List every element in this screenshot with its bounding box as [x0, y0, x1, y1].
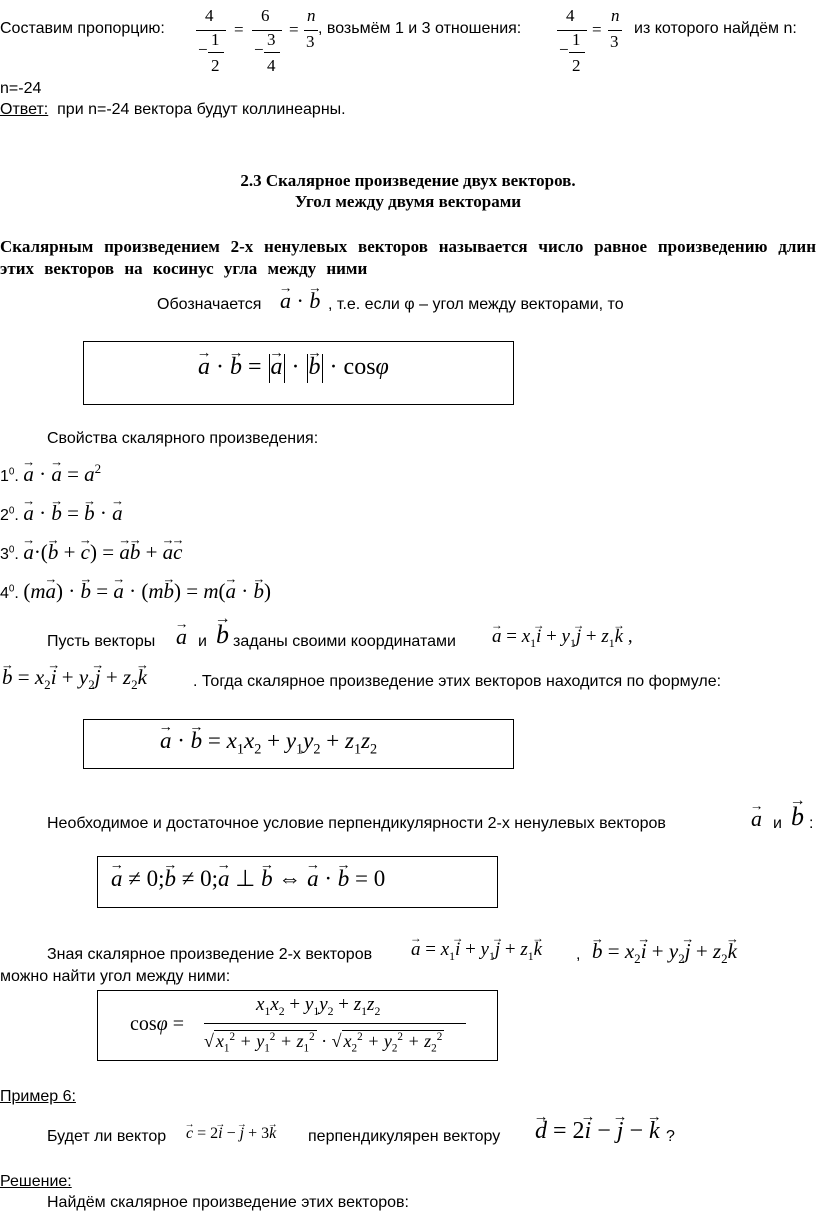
property-4: $4^0$. (m→ a) · → b = → a · (m→ b) = m(→ a · → b) — [0, 579, 271, 604]
vector-b-symbol: → b — [216, 620, 229, 650]
formula-perp: → a ≠ 0;→ b ≠ 0;→ a ⊥ → b ⇔ → a · → b = 0 — [111, 866, 385, 892]
example-question-mid: перпендикулярен вектору — [308, 1128, 501, 1145]
answer-label: Ответ: — [0, 101, 49, 118]
angle-prefix: Зная скалярное произведение 2-х векторов — [47, 946, 373, 963]
example-question-end: ? — [666, 1128, 675, 1145]
angle-comma: , — [576, 946, 581, 963]
vector-d-def: → d = 2→ i − → j − → k — [535, 1118, 660, 1145]
n-value: n=-24 — [0, 80, 42, 97]
frac4-den-top: 1 — [572, 30, 581, 49]
frac4-inner-bar — [569, 52, 585, 53]
vector-a-symbol: → a — [176, 624, 187, 650]
coords-prefix: Пусть векторы — [47, 633, 156, 650]
perp-vector-b: → b — [791, 802, 804, 832]
angle-vector-a: → $a = x_1\to i + y_1\to j + z_1\to k$ — [411, 939, 542, 961]
coords-given: заданы своими координатами — [233, 633, 456, 650]
solution-label: Решение: — [0, 1173, 72, 1190]
property-1-number: 1 — [0, 468, 9, 485]
eq-1: = — [234, 20, 244, 39]
coords-then: . Тогда скалярное произведение этих векторов находится по формуле: — [193, 673, 722, 690]
section-title-2: Угол между двумя векторами — [294, 192, 522, 211]
vector-a-coords: → $a = x_1\to i + y_1\to j + z_1\to k$ , — [492, 626, 633, 648]
frac4-minus: − — [559, 40, 569, 59]
cos-denominator: √ $x_1^2 + y_1^2 + z_1^2$ · √ $x_2^2 + y_2^2 + z_2^2$ — [204, 1031, 443, 1055]
proportion-middle: , возьмём 1 и 3 отношения: — [318, 20, 522, 37]
frac5-denominator: 3 — [610, 32, 619, 51]
property-1: $1^0$. → a · → $a = a^2$ — [0, 462, 101, 487]
frac2-inner-bar — [264, 52, 280, 53]
formula-main: → a · → b = → a · → b · cosφ — [198, 354, 389, 383]
cos-label: cos — [343, 354, 376, 380]
frac1-numerator: 4 — [205, 6, 214, 25]
property-3: $3^0$. → a·(→ b + → c) = → a→ b + → a→ c — [0, 540, 183, 565]
notation-suffix: , т.е. если φ – угол между векторами, то — [328, 296, 624, 313]
frac2-den-bot: 4 — [267, 56, 276, 75]
frac1-minus: − — [198, 40, 208, 59]
frac3-denominator: 3 — [306, 32, 315, 51]
property-4-sup: 0 — [8, 583, 15, 595]
vector-c-def: → c = 2→ i − → j + 3→ k — [186, 1125, 276, 1143]
example-label: Пример 6: — [0, 1088, 76, 1105]
notation-formula: → a · → b — [280, 288, 320, 314]
property-1-sup: 0 — [8, 466, 15, 478]
frac2-den-top: 3 — [267, 30, 276, 49]
proportion-suffix: из которого найдём n: — [634, 20, 797, 37]
properties-title: Свойства скалярного произведения: — [47, 430, 319, 447]
cos-numerator: $x_1x_2 + y_1y_2 + z_1z_2$ — [256, 994, 381, 1018]
perp-prefix: Необходимое и достаточное условие перпендикулярности 2-х ненулевых векторов — [47, 815, 666, 832]
phi-label: φ — [375, 354, 389, 380]
notation-prefix: Обозначается — [157, 296, 262, 313]
perp-vector-a: → a — [751, 806, 762, 832]
perp-and: и — [773, 815, 782, 832]
frac2-minus: − — [254, 40, 264, 59]
perp-colon: : — [809, 815, 814, 832]
answer-line — [0, 101, 346, 119]
coords-and: и — [198, 633, 207, 650]
solution-text: Найдём скалярное произведение этих векторов: — [47, 1194, 409, 1211]
angle-vector-b: → $b = x_2\to i + y_2\to j + z_2\to k$ — [592, 939, 737, 964]
frac1-den-bot: 2 — [211, 56, 220, 75]
property-3-sup: 0 — [8, 544, 15, 556]
frac1-inner-bar — [208, 52, 224, 53]
cos-phi-label: cosφ = — [130, 1013, 185, 1035]
frac2-numerator: 6 — [261, 6, 270, 25]
section-title-1: 2.3 Скалярное произведение двух векторов. — [240, 171, 576, 190]
vector-b-coords: → $b = x_2\to i + y_2\to j + z_2\to k$ — [2, 665, 147, 690]
property-2-number: 2 — [0, 507, 9, 524]
example-question-prefix: Будет ли вектор — [47, 1128, 167, 1145]
frac3-bar — [304, 30, 318, 31]
frac5-numerator: n — [611, 6, 620, 25]
formula-dot-product: → a · → $b = x_1x_2 + y_1y_2 + z_1z_2$ — [160, 728, 377, 754]
proportion-prefix: Составим пропорцию: — [0, 20, 165, 37]
frac5-bar — [608, 30, 622, 31]
frac4-den-bot: 2 — [572, 56, 581, 75]
property-4-number: 4 — [0, 585, 9, 602]
definition: Скалярным произведением 2-х ненулевых векторов называется число равное произведению длин этих векторов на косинус угла между ними — [0, 237, 816, 278]
frac1-den-top: 1 — [211, 30, 220, 49]
property-2-sup: 0 — [8, 505, 15, 517]
frac4-numerator: 4 — [566, 6, 575, 25]
property-2: $2^0$. → a · → b = → b · → a — [0, 501, 123, 526]
property-3-number: 3 — [0, 546, 9, 563]
angle-line2: можно найти угол между ними: — [0, 968, 231, 985]
eq-2: = — [289, 20, 299, 39]
cos-fraction-bar — [204, 1023, 466, 1024]
answer-text: при n=-24 вектора будут коллинеарны. — [57, 101, 346, 118]
eq-3: = — [592, 20, 602, 39]
frac3-numerator: n — [307, 6, 316, 25]
